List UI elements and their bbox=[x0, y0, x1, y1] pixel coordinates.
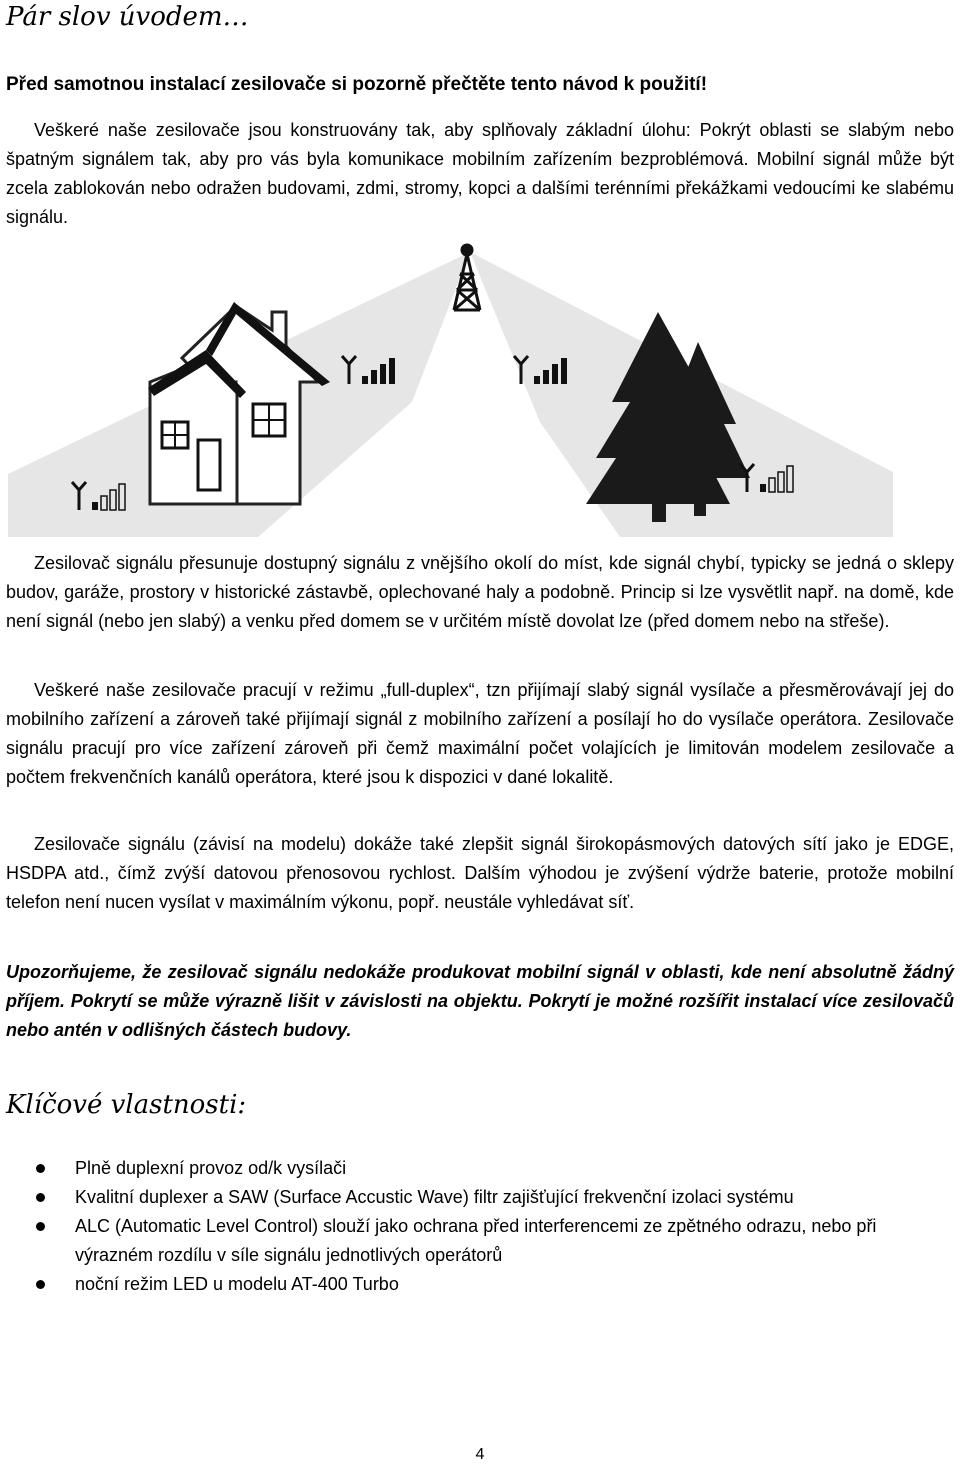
bullet-icon bbox=[36, 1222, 45, 1231]
intro-heading: Pár slov úvodem… bbox=[6, 2, 249, 32]
signal-coverage-illustration bbox=[0, 232, 960, 544]
features-heading: Klíčové vlastnosti: bbox=[6, 1090, 247, 1120]
bullet-icon bbox=[36, 1280, 45, 1289]
bullet-icon bbox=[36, 1164, 45, 1173]
paragraph-intro: Veškeré naše zesilovače jsou konstruovány tak, aby splňovaly základní úlohu: Pokrýt oblasti se slabým nebo špatným signálem tak, aby pro vás byla komunikace mobilním zařízením bezproblémová. Mobilní signál může být zcela zablokován nebo odražen budovami, zdmi, stromy, kopci a dalšími terénními překážkami vedoucími ke slabému signálu. bbox=[6, 120, 954, 227]
paragraph-full-duplex: Veškeré naše zesilovače pracují v režimu „full-duplex“, tzn přijímají slabý signál vysílače a přesměrovávají jej do mobilního zařízení a zároveň také přijímají signál z mobilního zařízení a posílají ho do vysílače operátora. Zesilovače signálu pracují pro více zařízení zároveň při čemž maximální počet volajících je limitován modelem zesilovače a počtem frekvenčních kanálů operátora, které jsou k dispozici v dané lokalitě. bbox=[6, 680, 954, 787]
list-item: noční režim LED u modelu AT-400 Turbo bbox=[30, 1270, 950, 1299]
bullet-icon bbox=[36, 1193, 45, 1202]
list-item: ALC (Automatic Level Control) slouží jako ochrana před interferencemi ze zpětného odrazu, nebo při výrazném rozdílu v síle signálu jednotlivých operátorů bbox=[30, 1212, 950, 1270]
features-list bbox=[30, 1154, 950, 1299]
paragraph-principle: Zesilovač signálu přesunuje dostupný signálu z vnějšího okolí do míst, kde signál chybí, typicky se jedná o sklepy budov, garáže, prostory v historické zástavbě, oplechované haly a podobně. Princip si lze vysvětlit např. na domě, kde není signál (nebo jen slabý) a venku před domem se v určitém místě dovolat lze (před domem nebo na střeše). bbox=[6, 553, 954, 631]
page-number: 4 bbox=[475, 1446, 485, 1463]
list-item: Kvalitní duplexer a SAW (Surface Accustic Wave) filtr zajišťující frekvenční izolaci systému bbox=[30, 1183, 950, 1212]
list-item: Plně duplexní provoz od/k vysílači bbox=[30, 1154, 950, 1183]
paragraph-notice: Upozorňujeme, že zesilovač signálu nedokáže produkovat mobilní signál v oblasti, kde není absolutně žádný příjem. Pokrytí se může výrazně lišit v závislosti na objektu. Pokrytí je možné rozšířit instalací více zesilovačů nebo antén v odlišných částech budovy. bbox=[6, 962, 954, 1040]
paragraph-data-networks: Zesilovače signálu (závisí na modelu) dokáže také zlepšit signál širokopásmových datových sítí jako je EDGE, HSDPA atd., čímž zvýší datovou přenosovou rychlost. Dalším výhodou je zvýšení výdrže baterie, protože mobilní telefon není nucen vysílat v maximálním výkonu, popř. neustále vyhledávat síť. bbox=[6, 834, 954, 912]
warning-title: Před samotnou instalací zesilovače si pozorně přečtěte tento návod k použití! bbox=[6, 74, 708, 95]
